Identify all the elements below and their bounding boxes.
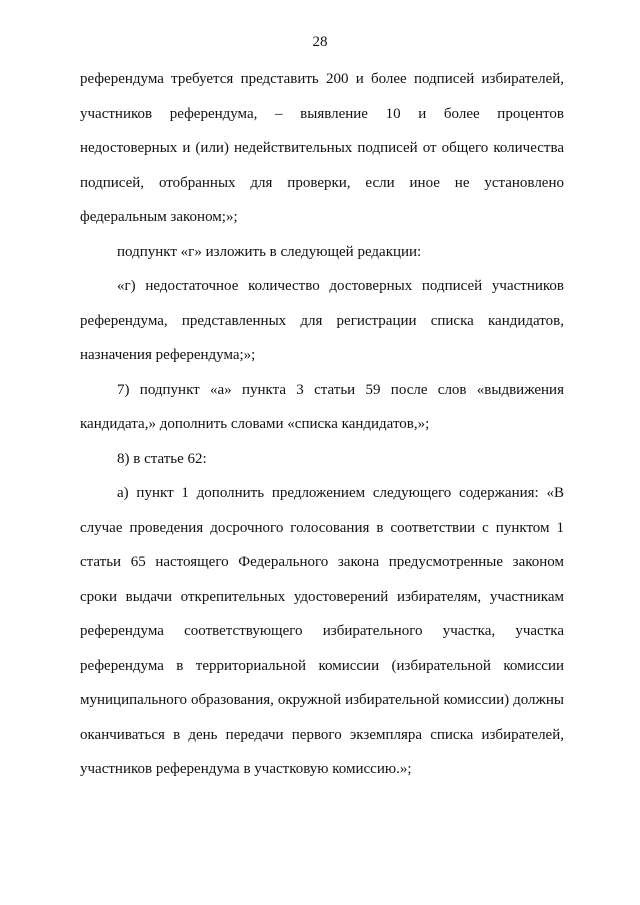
- text-line: случае проведения досрочного голосования в соответствии с пунктом 1: [80, 519, 564, 536]
- paragraph-first-line: 7) подпункт «а» пункта 3 статьи 59 после слов «выдвижения: [117, 381, 564, 398]
- text-line: референдума требуется представить 200 и более подписей избирателей,: [80, 71, 564, 87]
- page-number: 28: [312, 34, 328, 50]
- paragraph-first-line: 8) в статье 62:: [117, 450, 207, 467]
- text-line: подписей, отобранных для проверки, если иное не установлено: [80, 174, 564, 191]
- text-line: оканчиваться в день передачи первого экземпляра списка избирателей,: [80, 726, 564, 743]
- text-line: сроки выдачи открепительных удостоверений избирателям, участникам: [80, 588, 564, 605]
- paragraph-first-line: подпункт «г» изложить в следующей редакции:: [117, 243, 422, 260]
- paragraph-first-line: а) пункт 1 дополнить предложением следующего содержания: «В: [117, 485, 564, 501]
- text-line: референдума, представленных для регистрации списка кандидатов,: [80, 312, 564, 329]
- text-line: участников референдума, – выявление 10 и более процентов: [80, 105, 564, 122]
- text-line: участников референдума в участковую комиссию.»;: [80, 761, 412, 777]
- text-line: референдума в территориальной комиссии (избирательной комиссии: [80, 657, 564, 674]
- document-body: [80, 62, 564, 787]
- text-line: кандидата,» дополнить словами «списка кандидатов,»;: [80, 416, 430, 432]
- text-line: муниципального образования, окружной избирательной комиссии) должны: [80, 692, 564, 708]
- text-line: назначения референдума;»;: [80, 347, 256, 363]
- text-line: федеральным законом;»;: [80, 209, 238, 225]
- text-line: недостоверных и (или) недействительных подписей от общего количества: [80, 140, 564, 156]
- text-line: референдума соответствующего избирательного участка, участка: [80, 623, 564, 639]
- text-line: статьи 65 настоящего Федерального закона предусмотренные законом: [80, 554, 564, 570]
- paragraph-first-line: «г) недостаточное количество достоверных подписей участников: [117, 278, 564, 294]
